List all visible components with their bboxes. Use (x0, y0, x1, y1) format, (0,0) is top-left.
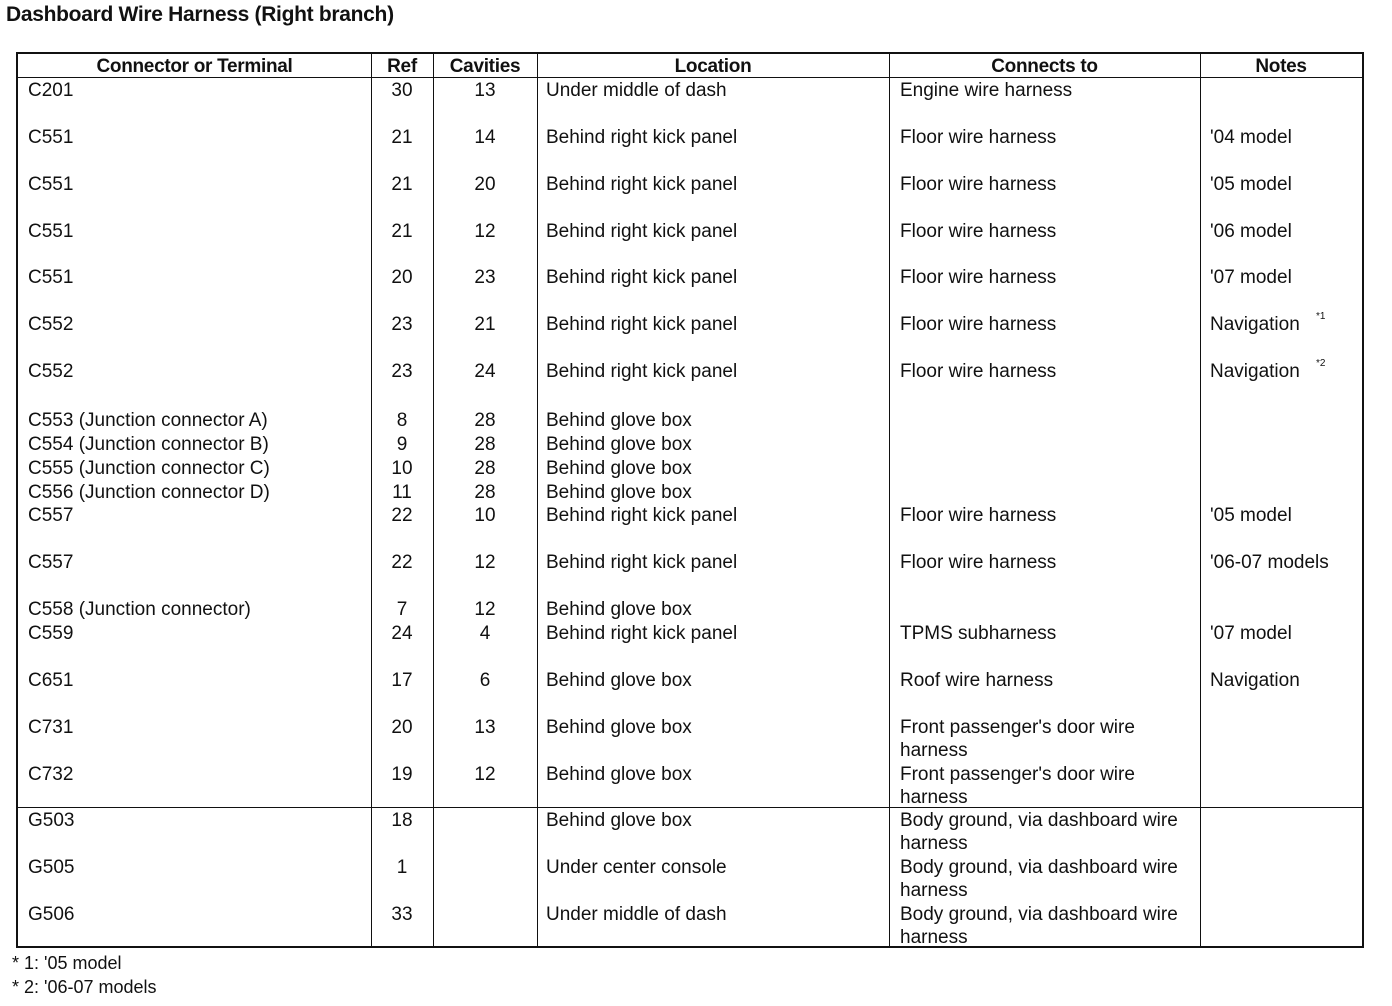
cell-ref: 33 (391, 904, 413, 925)
column-divider (889, 54, 890, 946)
cell-cavities: 12 (474, 552, 496, 573)
cell-cavities: 4 (479, 623, 491, 644)
cell-location: Under center console (546, 857, 727, 878)
cell-cavities: 6 (479, 670, 491, 691)
footnote-2: * 2: '06-07 models (12, 977, 157, 997)
cell-ref: 23 (391, 314, 413, 335)
note-footnote-marker: *2 (1316, 358, 1326, 369)
header-connector: Connector or Terminal (96, 56, 293, 77)
cell-connector: C557 (28, 552, 74, 573)
header-ref: Ref (387, 56, 417, 77)
cell-location: Behind glove box (546, 810, 692, 831)
cell-connector: C732 (28, 764, 74, 785)
cell-connector: C559 (28, 623, 74, 644)
cell-connects-to: Floor wire harness (900, 267, 1057, 288)
cell-notes: Navigation (1210, 670, 1300, 691)
cell-notes: '06-07 models (1210, 552, 1329, 573)
cell-connector: C556 (Junction connector D) (28, 482, 270, 503)
cell-cavities: 28 (474, 458, 496, 479)
cell-connects-to: Front passenger's door wire harness (900, 764, 1135, 808)
cell-ref: 24 (391, 623, 413, 644)
cell-location: Behind glove box (546, 764, 692, 785)
cell-ref: 19 (391, 764, 413, 785)
cell-cavities: 28 (474, 434, 496, 455)
cell-notes: '07 model (1210, 267, 1292, 288)
cell-ref: 8 (396, 410, 408, 431)
cell-cavities: 10 (474, 505, 496, 526)
cell-ref: 17 (391, 670, 413, 691)
header-location: Location (674, 56, 752, 77)
cell-connects-to: Floor wire harness (900, 505, 1057, 526)
cell-connector: G506 (28, 904, 75, 925)
header-connects-to: Connects to (991, 56, 1098, 77)
cell-connects-to: Floor wire harness (900, 127, 1057, 148)
cell-location: Behind right kick panel (546, 623, 738, 644)
cell-location: Under middle of dash (546, 904, 727, 925)
cell-ref: 7 (396, 599, 408, 620)
cell-ref: 22 (391, 552, 413, 573)
cell-location: Behind right kick panel (546, 127, 738, 148)
cell-ref: 23 (391, 361, 413, 382)
cell-location: Behind glove box (546, 410, 692, 431)
cell-ref: 21 (391, 221, 413, 242)
cell-location: Behind glove box (546, 458, 692, 479)
cell-location: Behind right kick panel (546, 552, 738, 573)
harness-table (16, 52, 1364, 948)
footnote-1: * 1: '05 model (12, 953, 122, 973)
cell-location: Behind glove box (546, 670, 692, 691)
cell-cavities: 12 (474, 599, 496, 620)
cell-connector: C552 (28, 314, 74, 335)
cell-ref: 11 (392, 482, 412, 503)
cell-connector: C551 (28, 221, 74, 242)
cell-cavities: 28 (474, 482, 496, 503)
cell-connector: C551 (28, 174, 74, 195)
cell-connects-to: Floor wire harness (900, 221, 1057, 242)
cell-notes: '05 model (1210, 505, 1292, 526)
cell-cavities: 12 (474, 764, 496, 785)
column-divider (1200, 54, 1201, 946)
header-cavities: Cavities (449, 56, 521, 77)
header-notes: Notes (1255, 56, 1307, 77)
cell-connects-to: Engine wire harness (900, 80, 1073, 101)
cell-connector: C201 (28, 80, 74, 101)
cell-ref: 9 (396, 434, 408, 455)
cell-connects-to: Floor wire harness (900, 174, 1057, 195)
cell-ref: 18 (391, 810, 413, 831)
note-footnote-marker: *1 (1316, 311, 1326, 322)
cell-notes: Navigation (1210, 361, 1300, 382)
cell-ref: 10 (391, 458, 413, 479)
cell-connects-to: Body ground, via dashboard wire harness (900, 857, 1178, 901)
cell-cavities: 21 (474, 314, 496, 335)
cell-connector: G505 (28, 857, 75, 878)
cell-connects-to: Front passenger's door wire harness (900, 717, 1135, 761)
cell-connector: C553 (Junction connector A) (28, 410, 268, 431)
cell-ref: 30 (391, 80, 413, 101)
cell-connects-to: Body ground, via dashboard wire harness (900, 810, 1178, 854)
cell-connector: C557 (28, 505, 74, 526)
cell-connects-to: Floor wire harness (900, 361, 1057, 382)
cell-connector: C551 (28, 127, 74, 148)
cell-notes: '05 model (1210, 174, 1292, 195)
column-divider (537, 54, 538, 946)
cell-connector: C731 (28, 717, 74, 738)
cell-ref: 21 (391, 174, 413, 195)
cell-ref: 22 (391, 505, 413, 526)
cell-notes: Navigation (1210, 314, 1300, 335)
cell-cavities: 12 (474, 221, 496, 242)
cell-notes: '07 model (1210, 623, 1292, 644)
cell-cavities: 23 (474, 267, 496, 288)
cell-cavities: 20 (474, 174, 496, 195)
cell-ref: 20 (391, 267, 413, 288)
cell-connector: C651 (28, 670, 74, 691)
cell-connector: G503 (28, 810, 75, 831)
cell-location: Behind right kick panel (546, 505, 738, 526)
cell-location: Behind glove box (546, 717, 692, 738)
cell-connector: C558 (Junction connector) (28, 599, 251, 620)
cell-connects-to: Floor wire harness (900, 552, 1057, 573)
cell-cavities: 28 (474, 410, 496, 431)
footnotes (12, 951, 157, 999)
cell-location: Behind glove box (546, 434, 692, 455)
cell-location: Behind right kick panel (546, 361, 738, 382)
cell-connects-to: Body ground, via dashboard wire harness (900, 904, 1178, 948)
cell-ref: 20 (391, 717, 413, 738)
cell-location: Under middle of dash (546, 80, 727, 101)
cell-cavities: 13 (474, 717, 496, 738)
cell-cavities: 13 (474, 80, 496, 101)
cell-location: Behind right kick panel (546, 267, 738, 288)
cell-location: Behind glove box (546, 599, 692, 620)
cell-location: Behind right kick panel (546, 314, 738, 335)
cell-connector: C551 (28, 267, 74, 288)
cell-location: Behind glove box (546, 482, 692, 503)
cell-connects-to: TPMS subharness (900, 623, 1057, 644)
cell-location: Behind right kick panel (546, 174, 738, 195)
page-title: Dashboard Wire Harness (Right branch) (6, 3, 394, 26)
cell-connects-to: Floor wire harness (900, 314, 1057, 335)
cell-ref: 1 (396, 857, 408, 878)
cell-notes: '06 model (1210, 221, 1292, 242)
cell-connects-to: Roof wire harness (900, 670, 1054, 691)
cell-connector: C554 (Junction connector B) (28, 434, 269, 455)
cell-cavities: 24 (474, 361, 496, 382)
cell-connector: C552 (28, 361, 74, 382)
cell-ref: 21 (391, 127, 413, 148)
cell-cavities: 14 (474, 127, 496, 148)
cell-notes: '04 model (1210, 127, 1292, 148)
cell-location: Behind right kick panel (546, 221, 738, 242)
cell-connector: C555 (Junction connector C) (28, 458, 270, 479)
